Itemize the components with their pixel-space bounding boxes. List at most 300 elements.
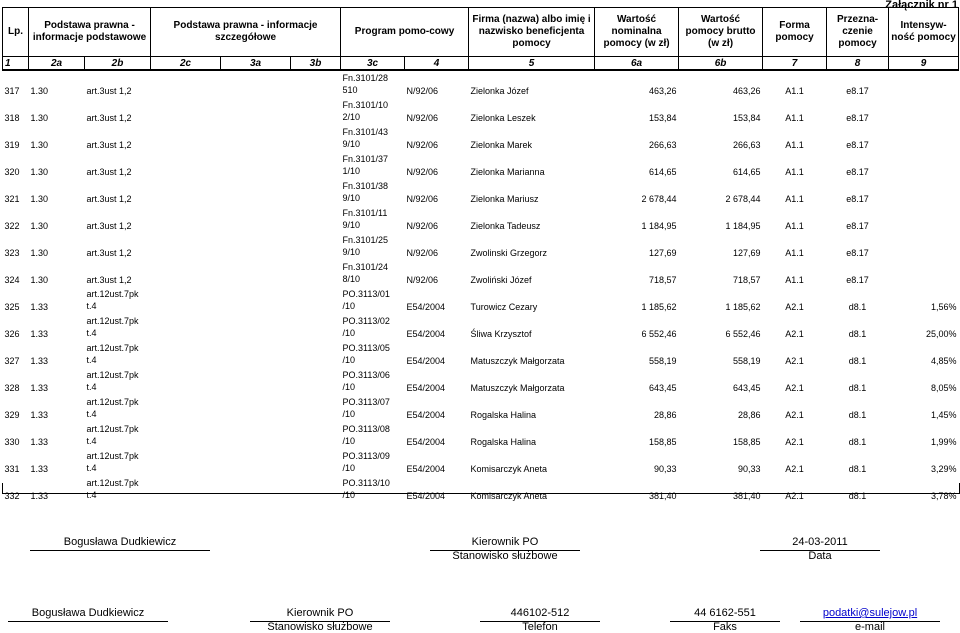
row-3a: [221, 179, 291, 206]
row-gross: 266,63: [733, 140, 761, 150]
row-gross: 463,26: [733, 86, 761, 96]
row-lp: 324: [4, 275, 20, 285]
table-row: [3, 260, 959, 287]
row-intensity: [889, 70, 959, 98]
row-3a: [221, 449, 291, 476]
table-row: [3, 179, 959, 206]
row-2c: [151, 260, 221, 287]
table-row: [3, 368, 959, 395]
row-nominal: 463,26: [649, 86, 677, 96]
sign1-position: Kierownik PO: [471, 536, 539, 548]
row-3b: [291, 98, 341, 125]
row-legal-2b: [85, 449, 151, 476]
row-program: E54/2004: [406, 329, 446, 339]
row-legal-3c-line: 2/10: [342, 112, 361, 122]
row-legal-2b: art.3ust 1,2: [86, 167, 132, 177]
row-lp: 323: [4, 248, 20, 258]
row-form: A2.1: [785, 302, 804, 312]
row-legal-3c: [341, 260, 405, 287]
row-legal-2b-line: t.4: [86, 463, 97, 473]
row-legal-2b: [85, 395, 151, 422]
row-form: A2.1: [785, 383, 804, 393]
row-lp: 317: [4, 86, 20, 96]
row-legal-2b-line: t.4: [86, 382, 97, 392]
row-intensity: [889, 179, 959, 206]
row-program: E54/2004: [406, 410, 446, 420]
row-form: A2.1: [785, 329, 804, 339]
row-intensity: 8,05%: [931, 383, 957, 393]
row-legal-2a: 1.33: [30, 383, 49, 393]
row-gross: 1 185,62: [725, 302, 761, 312]
row-nominal: 127,69: [649, 248, 677, 258]
colnum: 2b: [85, 57, 151, 71]
row-nominal: 266,63: [649, 140, 677, 150]
row-program: N/92/06: [406, 167, 439, 177]
sign2-name: Bogusława Dudkiewicz: [31, 607, 145, 619]
row-intensity: 3,29%: [931, 464, 957, 474]
row-legal-2a: 1.33: [30, 356, 49, 366]
row-legal-2b: art.3ust 1,2: [86, 248, 132, 258]
row-legal-2b: [85, 422, 151, 449]
row-intensity: 1,45%: [931, 410, 957, 420]
row-nominal: 558,19: [649, 356, 677, 366]
aid-register-table: [2, 7, 959, 503]
row-legal-2b-line: art.12ust.7pk: [86, 370, 139, 380]
table-row: [3, 395, 959, 422]
header-intensity: Intensyw-ność pomocy: [889, 8, 959, 57]
row-3a: [221, 233, 291, 260]
row-2c: [151, 422, 221, 449]
row-intensity: 1,99%: [931, 437, 957, 447]
row-legal-2b-line: art.12ust.7pk: [86, 424, 139, 434]
row-program: N/92/06: [406, 248, 439, 258]
row-legal-2b: art.3ust 1,2: [86, 221, 132, 231]
row-beneficiary: Zielonka Marek: [470, 140, 533, 150]
row-purpose: e8.17: [846, 221, 869, 231]
row-beneficiary: Zwolinski Grzegorz: [470, 248, 548, 258]
row-purpose: d8.1: [848, 491, 867, 501]
sign1-name-line: [30, 550, 210, 551]
row-legal-3c-line: /10: [342, 409, 356, 419]
row-nominal: 1 185,62: [641, 302, 677, 312]
row-legal-2b: art.3ust 1,2: [86, 86, 132, 96]
table-row: [3, 449, 959, 476]
colnum: 8: [827, 57, 889, 71]
header-program: Program pomo-cowy: [341, 8, 469, 57]
row-gross: 127,69: [733, 248, 761, 258]
row-lp: 320: [4, 167, 20, 177]
header-purpose: Przezna-czenie pomocy: [827, 8, 889, 57]
row-nominal: 158,85: [649, 437, 677, 447]
row-2c: [151, 449, 221, 476]
sign2-phone: 446102-512: [510, 607, 570, 619]
row-nominal: 614,65: [649, 167, 677, 177]
table-row: [3, 422, 959, 449]
row-purpose: d8.1: [848, 464, 867, 474]
row-intensity: [889, 152, 959, 179]
row-form: A1.1: [785, 248, 804, 258]
row-nominal: 643,45: [649, 383, 677, 393]
sign1-date-label: Data: [808, 550, 832, 562]
row-form: A1.1: [785, 167, 804, 177]
row-nominal: 381,40: [649, 491, 677, 501]
row-nominal: 153,84: [649, 113, 677, 123]
row-3b: [291, 314, 341, 341]
row-legal-3c-line: PO.3113/08: [342, 424, 390, 434]
table-row: [3, 314, 959, 341]
row-legal-2a: 1.33: [30, 464, 49, 474]
table-row: [3, 341, 959, 368]
sign2-email-label: e-mail: [855, 621, 885, 633]
row-form: A1.1: [785, 113, 804, 123]
row-3b: [291, 341, 341, 368]
row-legal-3c: [341, 449, 405, 476]
row-purpose: e8.17: [846, 194, 869, 204]
row-gross: 158,85: [733, 437, 761, 447]
row-2c: [151, 152, 221, 179]
row-program: N/92/06: [406, 140, 439, 150]
row-legal-2b-line: t.4: [86, 436, 97, 446]
header-lp: Lp.: [3, 8, 29, 57]
row-legal-3c-line: 9/10: [342, 220, 361, 230]
row-gross: 643,45: [733, 383, 761, 393]
row-purpose: e8.17: [846, 113, 869, 123]
row-gross: 1 184,95: [725, 221, 761, 231]
row-gross: 90,33: [738, 464, 761, 474]
row-legal-3c: [341, 287, 405, 314]
row-gross: 6 552,46: [725, 329, 761, 339]
colnum: 6b: [679, 57, 763, 71]
row-legal-2b: art.3ust 1,2: [86, 194, 132, 204]
row-legal-2b: [85, 368, 151, 395]
row-program: E54/2004: [406, 491, 446, 501]
row-3a: [221, 70, 291, 98]
colnum: 3c: [341, 57, 405, 71]
row-form: A1.1: [785, 275, 804, 285]
row-legal-3c-line: Fn.3101/43: [342, 127, 389, 137]
row-legal-3c-line: 8/10: [342, 274, 361, 284]
row-beneficiary: Turowicz Cezary: [470, 302, 538, 312]
sign2-fax: 44 6162-551: [694, 607, 756, 619]
row-gross: 28,86: [738, 410, 761, 420]
row-intensity: 25,00%: [926, 329, 957, 339]
row-3a: [221, 422, 291, 449]
row-3b: [291, 179, 341, 206]
row-legal-2b: [85, 341, 151, 368]
colnum: 7: [763, 57, 827, 71]
row-form: A2.1: [785, 356, 804, 366]
row-intensity: [889, 206, 959, 233]
row-legal-2a: 1.30: [30, 167, 49, 177]
row-purpose: d8.1: [848, 410, 867, 420]
header-row: [3, 8, 959, 57]
row-legal-3c: [341, 179, 405, 206]
row-2c: [151, 341, 221, 368]
row-legal-2a: 1.30: [30, 221, 49, 231]
row-legal-3c-line: Fn.3101/11: [342, 208, 388, 218]
row-legal-2b-line: art.12ust.7pk: [86, 316, 139, 326]
row-2c: [151, 125, 221, 152]
row-gross: 2 678,44: [725, 194, 761, 204]
row-lp: 332: [4, 491, 20, 501]
sign2-phone-label: Telefon: [522, 621, 558, 633]
row-3a: [221, 287, 291, 314]
row-legal-3c-line: PO.3113/01: [342, 289, 390, 299]
header-beneficiary: Firma (nazwa) albo imię i nazwisko beneficjenta pomocy: [469, 8, 595, 57]
row-legal-2b: art.3ust 1,2: [86, 113, 132, 123]
row-legal-2a: 1.33: [30, 491, 49, 501]
row-intensity: [889, 125, 959, 152]
row-legal-3c-line: /10: [342, 301, 356, 311]
row-3b: [291, 70, 341, 98]
row-2c: [151, 287, 221, 314]
sign1-position-label: Stanowisko służbowe: [452, 550, 558, 562]
row-3a: [221, 368, 291, 395]
header-form: Forma pomocy: [763, 8, 827, 57]
row-program: E54/2004: [406, 302, 446, 312]
row-legal-3c-line: PO.3113/05: [342, 343, 390, 353]
row-3a: [221, 152, 291, 179]
row-intensity: 4,85%: [931, 356, 957, 366]
row-3a: [221, 125, 291, 152]
row-lp: 319: [4, 140, 20, 150]
row-legal-2a: 1.33: [30, 410, 49, 420]
row-legal-2b: [85, 314, 151, 341]
row-program: N/92/06: [406, 113, 439, 123]
row-2c: [151, 314, 221, 341]
row-3a: [221, 260, 291, 287]
row-legal-3c-line: 9/10: [342, 247, 361, 257]
row-legal-2a: 1.33: [30, 329, 49, 339]
header-legal-basic: Podstawa prawna - informacje podstawowe: [29, 8, 151, 57]
row-legal-2b-line: t.4: [86, 409, 97, 419]
row-legal-3c-line: 510: [342, 85, 358, 95]
row-legal-3c: [341, 368, 405, 395]
row-beneficiary: Zielonka Leszek: [470, 113, 536, 123]
row-gross: 718,57: [733, 275, 761, 285]
row-legal-3c-line: /10: [342, 436, 356, 446]
row-program: E54/2004: [406, 383, 446, 393]
row-legal-2b-line: t.4: [86, 301, 97, 311]
row-lp: 321: [4, 194, 20, 204]
row-legal-2a: 1.33: [30, 302, 49, 312]
row-legal-3c-line: PO.3113/09: [342, 451, 390, 461]
row-lp: 330: [4, 437, 20, 447]
table-bottom-edge: [2, 483, 960, 493]
column-number-row: [3, 57, 959, 71]
colnum: 2a: [29, 57, 85, 71]
row-legal-3c-line: 1/10: [342, 166, 361, 176]
row-intensity: [889, 233, 959, 260]
sign2-email-link[interactable]: podatki@sulejow.pl: [822, 607, 918, 619]
row-beneficiary: Rogalska Halina: [470, 410, 537, 420]
row-legal-3c: [341, 341, 405, 368]
row-legal-2b-line: art.12ust.7pk: [86, 343, 139, 353]
row-legal-2b-line: art.12ust.7pk: [86, 289, 139, 299]
row-lp: 329: [4, 410, 20, 420]
row-legal-2b-line: t.4: [86, 490, 97, 500]
row-program: N/92/06: [406, 275, 439, 285]
row-beneficiary: Matuszczyk Małgorzata: [470, 356, 565, 366]
row-legal-2a: 1.33: [30, 437, 49, 447]
row-3b: [291, 260, 341, 287]
row-lp: 318: [4, 113, 20, 123]
row-legal-3c: [341, 395, 405, 422]
row-purpose: e8.17: [846, 275, 869, 285]
row-beneficiary: Matuszczyk Małgorzata: [470, 383, 565, 393]
colnum: 4: [405, 57, 469, 71]
row-legal-3c-line: 9/10: [342, 193, 361, 203]
row-gross: 153,84: [733, 113, 761, 123]
table-row: [3, 98, 959, 125]
row-legal-3c-line: Fn.3101/28: [342, 73, 389, 83]
header-legal-detailed: Podstawa prawna - informacje szczegółowe: [151, 8, 341, 57]
row-legal-2b-line: t.4: [86, 328, 97, 338]
row-beneficiary: Zielonka Mariusz: [470, 194, 539, 204]
row-3a: [221, 206, 291, 233]
row-beneficiary: Komisarczyk Aneta: [470, 464, 548, 474]
sign1-date: 24-03-2011: [792, 536, 848, 548]
row-beneficiary: Rogalska Halina: [470, 437, 537, 447]
row-beneficiary: Zwoliński Józef: [470, 275, 532, 285]
row-2c: [151, 368, 221, 395]
table-row: [3, 233, 959, 260]
row-3a: [221, 341, 291, 368]
row-purpose: e8.17: [846, 167, 869, 177]
row-form: A1.1: [785, 194, 804, 204]
sign1-name: Bogusława Dudkiewicz: [63, 536, 177, 548]
row-purpose: d8.1: [848, 302, 867, 312]
colnum: 9: [889, 57, 959, 71]
sign2-position: Kierownik PO: [286, 607, 354, 619]
annex-label: Załącznik nr 1: [885, 0, 958, 11]
row-legal-3c-line: PO.3113/10: [342, 478, 390, 488]
row-gross: 381,40: [733, 491, 761, 501]
colnum: 3b: [291, 57, 341, 71]
row-form: A2.1: [785, 464, 804, 474]
table-row: [3, 287, 959, 314]
row-purpose: d8.1: [848, 329, 867, 339]
row-2c: [151, 98, 221, 125]
row-legal-3c-line: /10: [342, 328, 356, 338]
row-3b: [291, 287, 341, 314]
colnum: 6a: [595, 57, 679, 71]
row-lp: 322: [4, 221, 20, 231]
row-3b: [291, 125, 341, 152]
colnum: 1: [3, 57, 29, 71]
row-legal-2b-line: t.4: [86, 355, 97, 365]
row-legal-3c-line: /10: [342, 490, 356, 500]
sign2-fax-label: Faks: [713, 621, 737, 633]
colnum: 5: [469, 57, 595, 71]
table-row: [3, 70, 959, 98]
row-intensity: 1,56%: [931, 302, 957, 312]
row-2c: [151, 179, 221, 206]
row-lp: 326: [4, 329, 20, 339]
row-legal-2b-line: art.12ust.7pk: [86, 451, 139, 461]
row-2c: [151, 70, 221, 98]
row-legal-3c-line: 9/10: [342, 139, 361, 149]
row-lp: 331: [4, 464, 20, 474]
row-form: A1.1: [785, 86, 804, 96]
row-nominal: 6 552,46: [641, 329, 677, 339]
row-nominal: 718,57: [649, 275, 677, 285]
row-nominal: 28,86: [654, 410, 677, 420]
row-legal-3c: [341, 70, 405, 98]
row-beneficiary: Zielonka Józef: [470, 86, 529, 96]
sign2-position-label: Stanowisko służbowe: [267, 621, 373, 633]
row-3b: [291, 206, 341, 233]
row-legal-3c: [341, 125, 405, 152]
row-beneficiary: Zielonka Tadeusz: [470, 221, 541, 231]
row-legal-3c-line: /10: [342, 463, 356, 473]
row-intensity: 3,78%: [931, 491, 957, 501]
row-legal-3c-line: PO.3113/07: [342, 397, 390, 407]
row-purpose: e8.17: [846, 248, 869, 258]
row-legal-2b-line: art.12ust.7pk: [86, 478, 139, 488]
row-3b: [291, 422, 341, 449]
header-nominal: Wartość nominalna pomocy (w zł): [595, 8, 679, 57]
row-program: N/92/06: [406, 194, 439, 204]
table-bottom-line: [2, 493, 960, 494]
row-3b: [291, 152, 341, 179]
row-form: A2.1: [785, 491, 804, 501]
row-legal-2a: 1.30: [30, 248, 49, 258]
row-3b: [291, 449, 341, 476]
row-3a: [221, 98, 291, 125]
row-program: N/92/06: [406, 221, 439, 231]
row-form: A2.1: [785, 410, 804, 420]
row-legal-2b: art.3ust 1,2: [86, 275, 132, 285]
row-intensity: [889, 98, 959, 125]
row-beneficiary: Śliwa Krzysztof: [470, 329, 532, 339]
row-2c: [151, 395, 221, 422]
row-purpose: e8.17: [846, 140, 869, 150]
row-lp: 325: [4, 302, 20, 312]
row-legal-3c-line: Fn.3101/38: [342, 181, 389, 191]
row-purpose: d8.1: [848, 437, 867, 447]
row-legal-3c-line: PO.3113/02: [342, 316, 390, 326]
row-2c: [151, 233, 221, 260]
row-legal-3c-line: Fn.3101/24: [342, 262, 389, 272]
row-legal-3c: [341, 206, 405, 233]
table-row: [3, 206, 959, 233]
row-legal-3c-line: PO.3113/06: [342, 370, 390, 380]
row-legal-2b-line: art.12ust.7pk: [86, 397, 139, 407]
row-gross: 614,65: [733, 167, 761, 177]
row-legal-3c-line: Fn.3101/10: [342, 100, 389, 110]
row-3a: [221, 395, 291, 422]
data-rows: [3, 70, 959, 503]
row-beneficiary: Zielonka Marianna: [470, 167, 545, 177]
row-3a: [221, 314, 291, 341]
row-legal-3c: [341, 98, 405, 125]
table-row: [3, 125, 959, 152]
row-legal-3c-line: /10: [342, 382, 356, 392]
table-row: [3, 152, 959, 179]
row-lp: 327: [4, 356, 20, 366]
row-legal-2a: 1.30: [30, 86, 49, 96]
row-program: E54/2004: [406, 464, 446, 474]
row-legal-2a: 1.30: [30, 140, 49, 150]
row-legal-2a: 1.30: [30, 275, 49, 285]
row-form: A1.1: [785, 140, 804, 150]
row-program: E54/2004: [406, 437, 446, 447]
row-lp: 328: [4, 383, 20, 393]
row-legal-3c-line: Fn.3101/25: [342, 235, 389, 245]
row-purpose: e8.17: [846, 86, 869, 96]
sign2-name-line: [8, 621, 168, 622]
